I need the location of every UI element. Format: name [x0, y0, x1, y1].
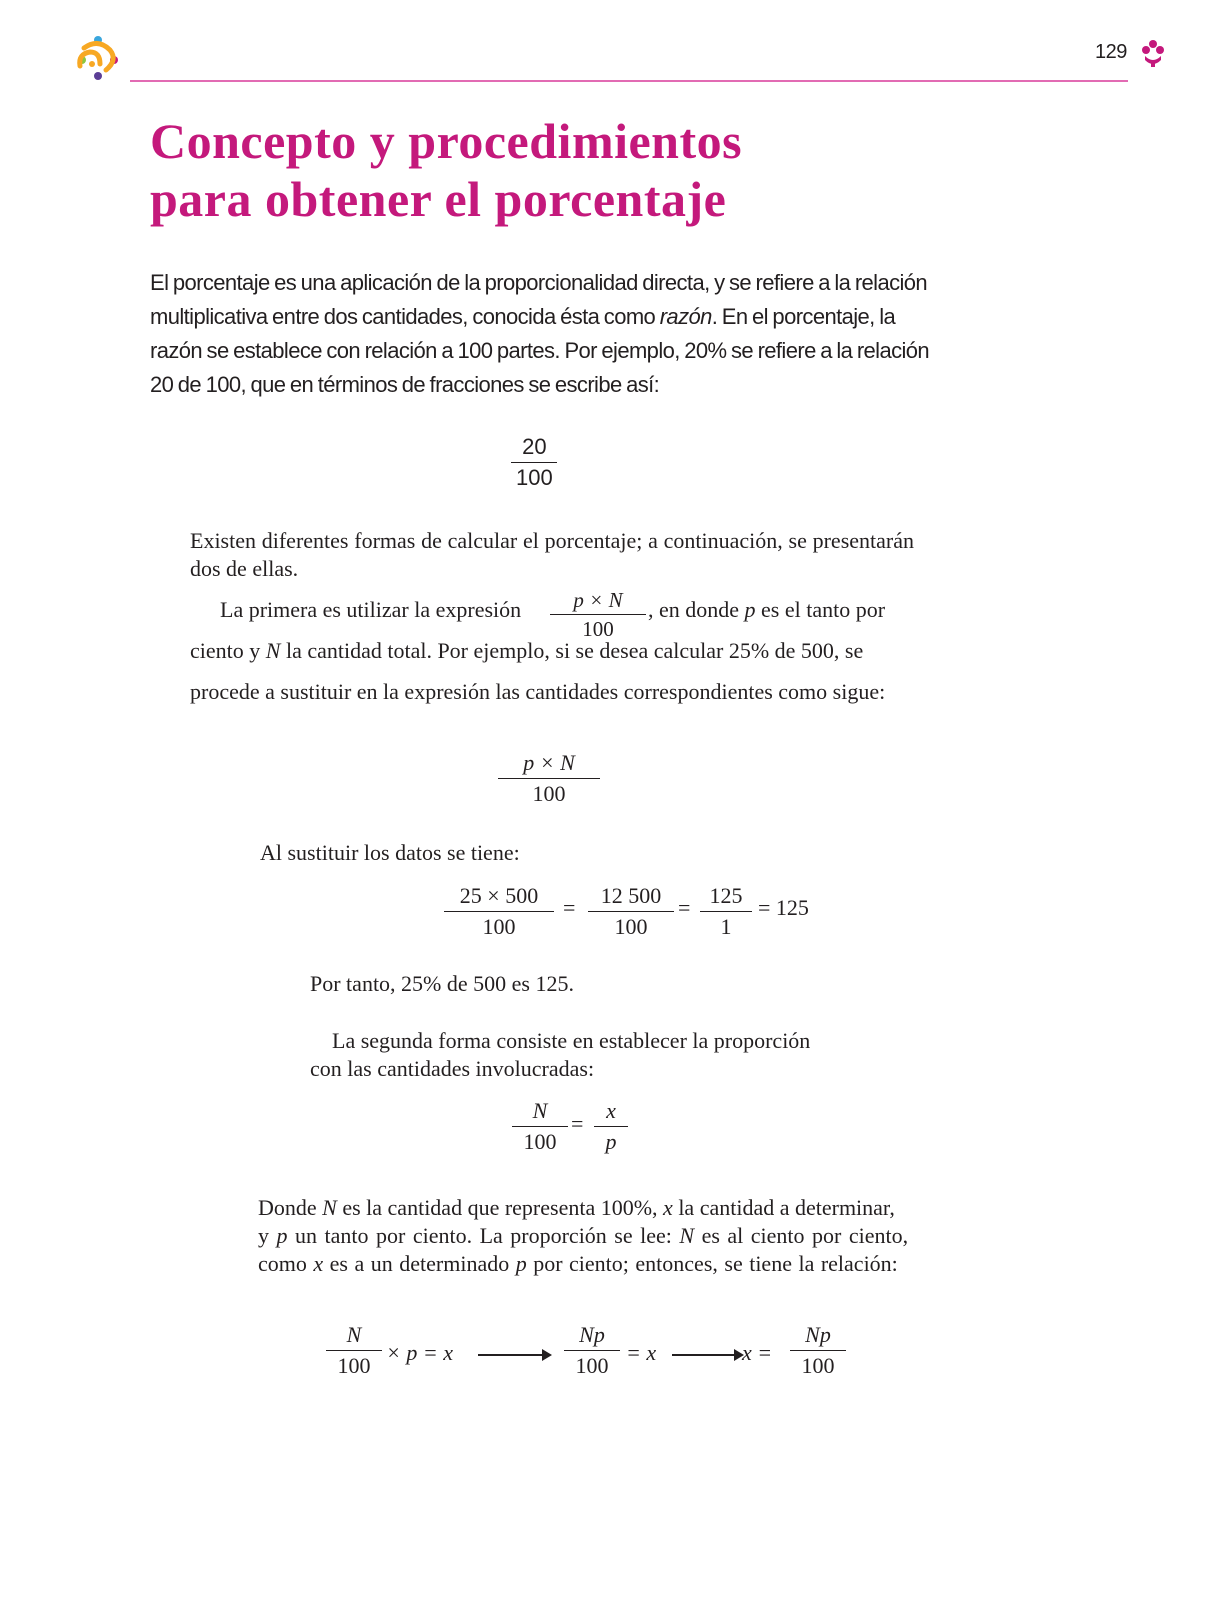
- first-method-line-1a: La primera es utilizar la expresión: [220, 597, 522, 622]
- intro-text-1: El porcentaje es una aplicación de la proporcionalidad directa, y se refiere a la relación multiplicativa entre dos cantidades, conocida ésta como: [150, 270, 928, 329]
- expression-denominator: 100: [582, 617, 614, 641]
- conclusion-text: Por tanto, 25% de 500 es 125.: [310, 971, 574, 996]
- title-line-1: Concepto y procedimientos: [150, 113, 743, 169]
- calc-equals-2: =: [678, 895, 691, 920]
- formula-numerator: p × N: [523, 750, 575, 775]
- intro-paragraph: [150, 266, 930, 402]
- fraction-20-100: [508, 434, 561, 491]
- relation-fraction-2: $\frac{Np}{100}$: [564, 1322, 620, 1379]
- relation-x-equals: x =: [742, 1340, 773, 1365]
- forms-paragraph: Existen diferentes formas de calcular el porcentaje; a continuación, se presentarán dos de ellas.: [190, 528, 914, 581]
- where-line-3: como x es a un determinado p por ciento; entonces, se tiene la relación:: [258, 1251, 898, 1276]
- expression-numerator: p × N: [573, 588, 623, 612]
- intro-text-2: . En el porcentaje, la razón se establece con relación a 100 partes. Por ejemplo, 20% se refiere a la relación 20 de 100, que en términos de fracciones se escribe así:: [150, 304, 930, 397]
- title-line-2: para obtener el porcentaje: [150, 171, 727, 227]
- calc-fraction-2: $\frac{12 500}{100}$: [588, 883, 674, 940]
- expression-pN-100-inline: [550, 588, 646, 641]
- calc-equals-1: =: [563, 895, 576, 920]
- calc-result: = 125: [758, 895, 809, 920]
- second-method-line-2: con las cantidades involucradas:: [310, 1056, 595, 1081]
- where-line-2: y p un tanto por ciento. La proporción se lee: N es al ciento por ciento,: [258, 1223, 909, 1248]
- page-number: 129: [1095, 41, 1127, 63]
- relation-equals-x: = x: [626, 1340, 657, 1365]
- relation-fraction-3: $\frac{Np}{100}$: [790, 1322, 846, 1379]
- proportion-equals: =: [571, 1111, 584, 1136]
- relation-fraction-1: $\frac{N}{100}$: [326, 1322, 382, 1379]
- relation-times-p: × p = x: [386, 1340, 453, 1365]
- fraction-denominator: 100: [516, 465, 553, 490]
- fraction-numerator: 20: [511, 434, 557, 463]
- proportion-right: $\frac{x}{p}$: [594, 1098, 628, 1155]
- flower-icon: [1140, 38, 1166, 68]
- formula-denominator: 100: [532, 781, 566, 806]
- first-method-line-3: procede a sustituir en la expresión las cantidades correspondientes como sigue:: [190, 679, 886, 704]
- second-method-line-1: La segunda forma consiste en establecer la proporción: [332, 1028, 811, 1053]
- first-method-line-2: ciento y N la cantidad total. Por ejemplo, si se desea calcular 25% de 500, se: [190, 638, 864, 663]
- arrow-2: [672, 1354, 742, 1356]
- first-method-line-1b: , en donde p es el tanto por: [648, 597, 886, 622]
- where-line-1: Donde N es la cantidad que representa 100%, x la cantidad a determinar,: [258, 1195, 895, 1220]
- page-title: [150, 112, 950, 228]
- substitute-text: Al sustituir los datos se tiene:: [260, 840, 520, 865]
- formula-pN-100: [498, 750, 600, 807]
- header-rule: [130, 80, 1128, 82]
- calc-fraction-3: $\frac{125}{1}$: [700, 883, 752, 940]
- proportion-left: $\frac{N}{100}$: [512, 1098, 568, 1155]
- arrow-1: [478, 1354, 550, 1356]
- calc-fraction-1: $\frac{25 \times 500}{100}$: [444, 883, 554, 940]
- intro-emphasis: razón: [659, 304, 712, 329]
- logo-icon: [70, 30, 126, 86]
